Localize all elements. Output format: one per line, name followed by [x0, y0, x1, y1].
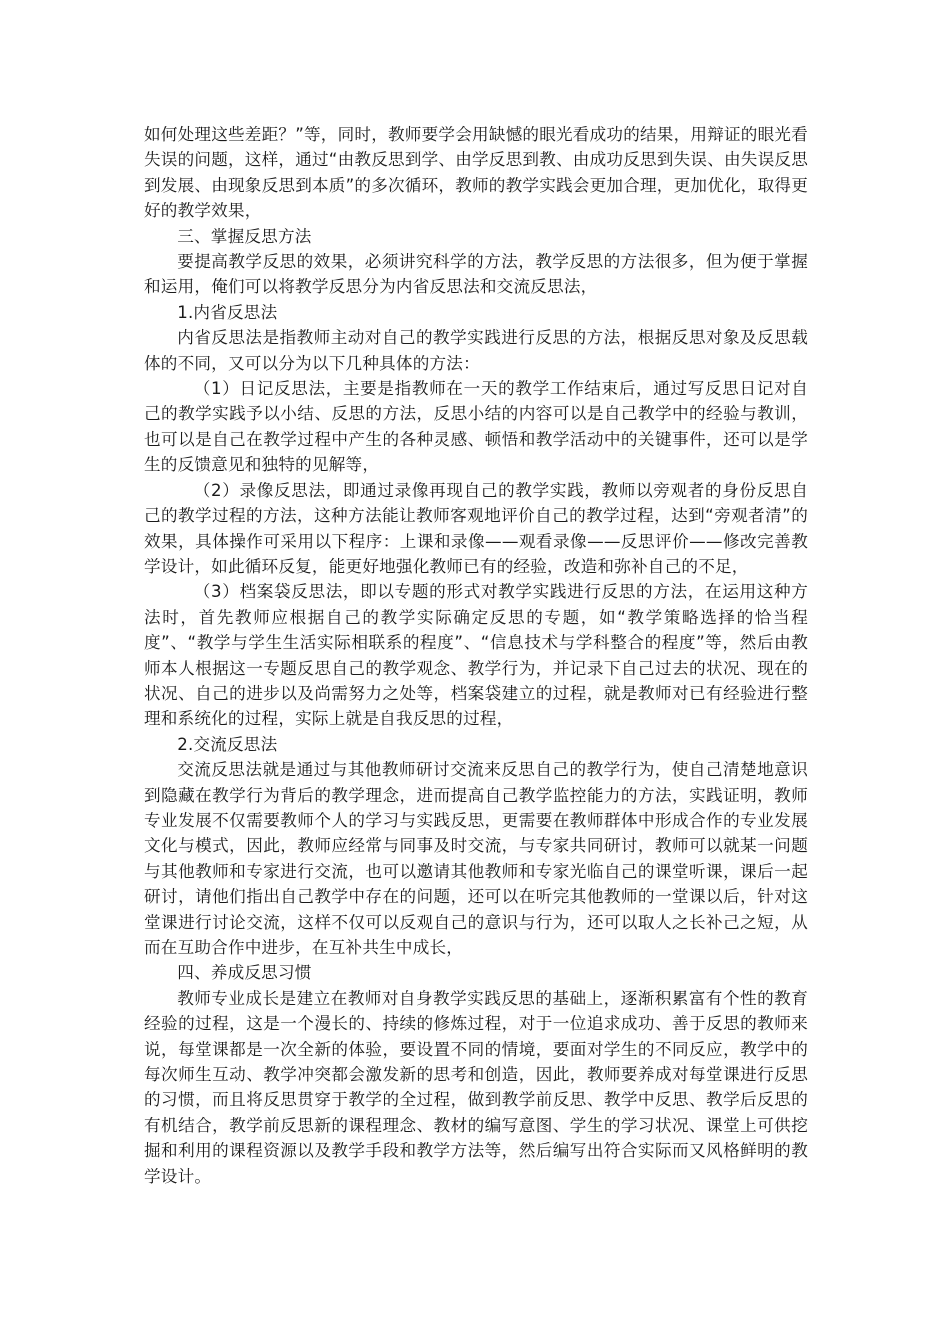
paragraph-methods-intro: 要提高教学反思的效果，必须讲究科学的方法，教学反思的方法很多，但为便于掌握和运用，俺们可以将教学反思分为内省反思法和交流反思法， — [144, 252, 808, 297]
section-heading-4: 四、养成反思习惯 — [177, 963, 312, 983]
paragraph-exchange: 交流反思法就是通过与其他教师研讨交流来反思自己的教学行为，使自己清楚地意识到隐藏在教学行为背后的教学理念，进而提高自己教学监控能力的方法，实践证明，教师专业发展不仅需要教师个人的学习与实践反思，更需要在教师群体中形成合作的专业发展文化与模式，因此，教师应经常与同事及时交流，与专家共同研讨，教师可以就某一问题与其他教师和专家进行交流，也可以邀请其他教师和专家光临自己的课堂听课，课后一起研讨，请他们指出自己教学中存在的问题，还可以在听完其他教师的一堂课以后，针对这堂课进行讨论交流，这样不仅可以反观自己的意识与行为，还可以取人之长补己之短，从而在互助合作中进步，在互补共生中成长， — [144, 760, 808, 957]
paragraph-introspection: 内省反思法是指教师主动对自己的教学实践进行反思的方法，根据反思对象及反思载体的不同，又可以分为以下几种具体的方法： — [144, 328, 808, 373]
paragraph-video-method: （2）录像反思法，即通过录像再现自己的教学实践，教师以旁观者的身份反思自己的教学过程的方法，这种方法能让教师客观地评价自己的教学过程，达到“旁观者清”的效果，具体操作可采用以下程序：上课和录像——观看录像——反思评价——修改完善教学设计，如此循环反复，能更好地强化教师已有的经验，改造和弥补自己的不足， — [144, 480, 808, 576]
subheading-introspection: 1.内省反思法 — [177, 302, 278, 322]
paragraph-continuation: 如何处理这些差距？”等，同时，教师要学会用缺憾的眼光看成功的结果，用辩证的眼光看失误的问题，这样，通过“由教反思到学、由学反思到教、由成功反思到失误、由失误反思到发展、由现象反思到本质”的多次循环，教师的教学实践会更加合理，更加优化，取得更好的教学效果， — [144, 125, 808, 221]
section-heading-3: 三、掌握反思方法 — [177, 226, 312, 246]
subheading-exchange: 2.交流反思法 — [177, 734, 278, 754]
document-body — [144, 122, 808, 1189]
paragraph-habit: 教师专业成长是建立在教师对自身教学实践反思的基础上，逐渐积累富有个性的教育经验的过程，这是一个漫长的、持续的修炼过程，对于一位追求成功、善于反思的教师来说，每堂课都是一次全新的体验，要设置不同的情境，要面对学生的不同反应，教学中的每次师生互动、教学冲突都会激发新的思考和创造，因此，教师要养成对每堂课进行反思的习惯，而且将反思贯穿于教学的全过程，做到教学前反思、教学中反思、教学后反思的有机结合，教学前反思新的课程理念、教材的编写意图、学生的学习状况、课堂上可供挖掘和利用的课程资源以及教学手段和教学方法等，然后编写出符合实际而又风格鲜明的教学设计。 — [144, 988, 808, 1186]
paragraph-portfolio-method: （3）档案袋反思法，即以专题的形式对教学实践进行反思的方法，在运用这种方法时，首先教师应根据自己的教学实际确定反思的专题，如“教学策略选择的恰当程度”、“教学与学生生活实际相联系的程度”、“信息技术与学科整合的程度”等，然后由教师本人根据这一专题反思自己的教学观念、教学行为，并记录下自己过去的状况、现在的状况、自己的进步以及尚需努力之处等，档案袋建立的过程，就是教师对已有经验进行整理和系统化的过程，实际上就是自我反思的过程， — [144, 582, 808, 729]
paragraph-diary-method: （1）日记反思法，主要是指教师在一天的教学工作结束后，通过写反思日记对自己的教学实践予以小结、反思的方法，反思小结的内容可以是自己教学中的经验与教训，也可以是自己在教学过程中产生的各种灵感、顿悟和教学活动中的关键事件，还可以是学生的反馈意见和独特的见解等， — [144, 379, 808, 475]
